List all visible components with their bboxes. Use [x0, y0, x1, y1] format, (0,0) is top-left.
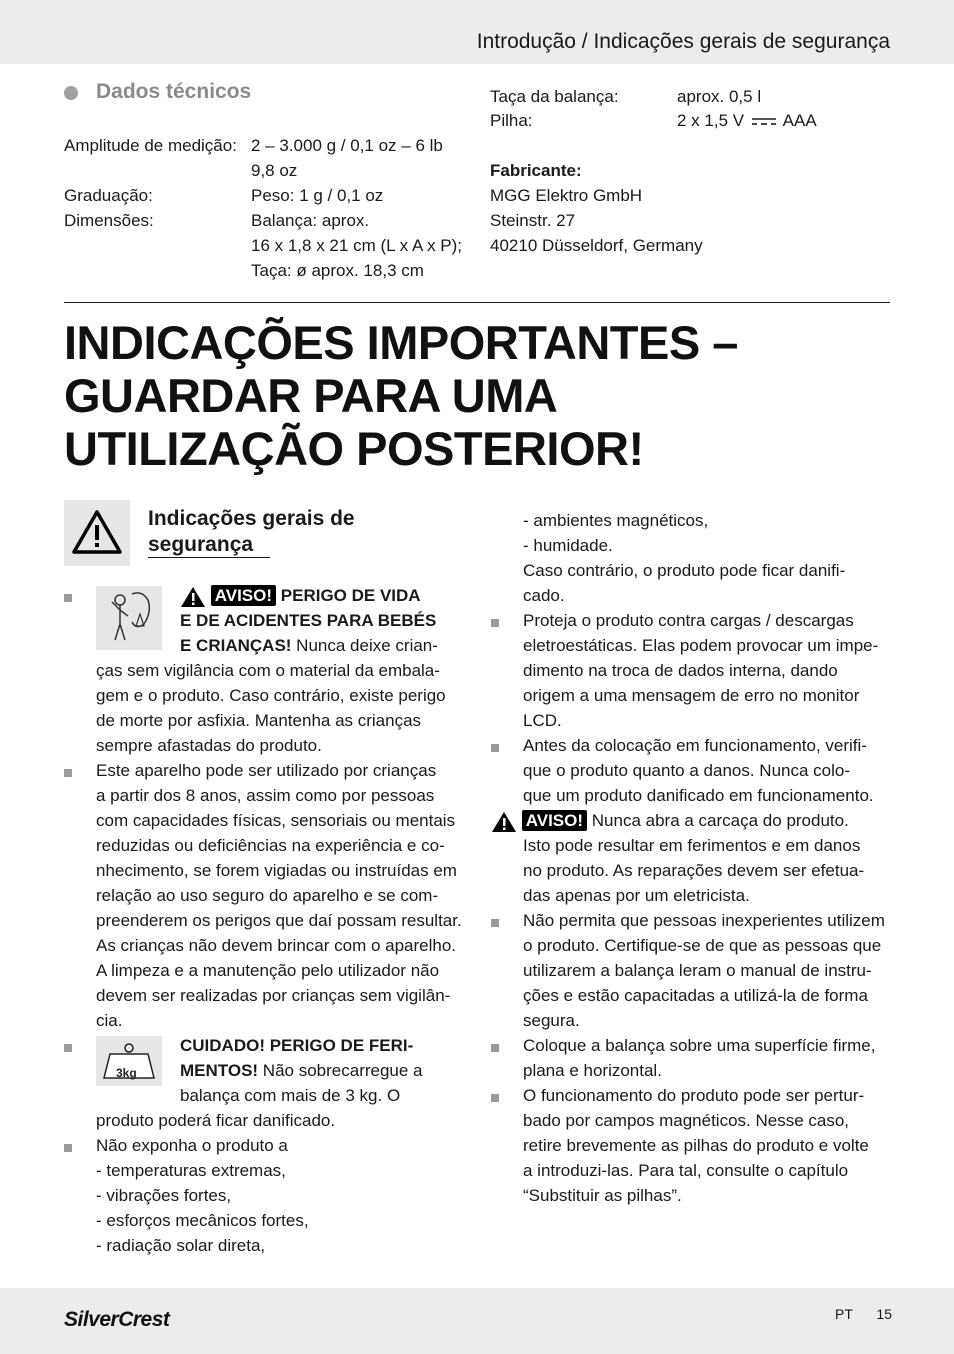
bullet-line: das apenas por um eletricista. [523, 886, 750, 905]
bullet-line: - temperaturas extremas, [96, 1161, 286, 1180]
bullet-icon [491, 1044, 499, 1052]
safety-heading-line: segurança [148, 533, 254, 556]
bullet-text [180, 583, 421, 608]
safety-heading [148, 506, 355, 558]
battery-type: AAA [782, 111, 817, 130]
danger-text: E DE ACIDENTES PARA BEBÉS [180, 611, 437, 630]
tech-label: Taça da balança: [490, 87, 619, 106]
tech-value: Balança: aprox. [251, 211, 370, 230]
bullet-line: reduzidas ou deficiências na experiência e co- [96, 836, 445, 855]
main-title-line: INDICAÇÕES IMPORTANTES – [64, 316, 738, 369]
bullet-line: a introduzi-las. Para tal, consulte o capítulo [523, 1161, 849, 1180]
bullet-line: - esforços mecânicos fortes, [96, 1211, 309, 1230]
bullet-line: devem ser realizadas por crianças sem vigilân- [96, 986, 451, 1005]
tech-value: 9,8 oz [251, 161, 298, 180]
weight-pictogram [96, 1036, 162, 1086]
bullet-text-part: Nunca abra a carcaça do produto. [587, 811, 849, 830]
tech-value: 2 – 3.000 g / 0,1 oz – 6 lb [251, 136, 443, 155]
bullet-line: produto poderá ficar danificado. [96, 1111, 336, 1130]
bullet-icon [64, 1144, 72, 1152]
main-title-line: UTILIZAÇÃO POSTERIOR! [64, 422, 644, 475]
danger-text: CUIDADO! PERIGO DE FERI- [180, 1036, 414, 1055]
bullet-line: Não exponha o produto a [96, 1136, 288, 1155]
bullet-line: que um produto danificado em funcionamento. [523, 786, 874, 805]
bullet-icon [491, 1094, 499, 1102]
bullet-line: bado por campos magnéticos. Nesse caso, [523, 1111, 850, 1130]
aviso-label: AVISO! [522, 810, 587, 831]
bullet-icon [64, 1044, 72, 1052]
bullet-line: gem e o produto. Caso contrário, existe perigo [96, 686, 446, 705]
bullet-line: Coloque a balança sobre uma superfície firme, [523, 1036, 876, 1055]
section-bullet-icon [64, 86, 78, 100]
bullet-text [491, 808, 849, 833]
divider [64, 302, 890, 303]
bullet-line: - ambientes magnéticos, [523, 511, 709, 530]
bullet-line: retire brevemente as pilhas do produto e volte [523, 1136, 869, 1155]
bullet-line: As crianças não devem brincar com o aparelho. [96, 936, 457, 955]
bullet-line: cia. [96, 1011, 123, 1030]
main-title-line: GUARDAR PARA UMA [64, 369, 558, 422]
bullet-line: segura. [523, 1011, 580, 1030]
bullet-line: relação ao uso seguro do aparelho e se com- [96, 886, 439, 905]
maker-line: 40210 Düsseldorf, Germany [490, 236, 703, 255]
tech-value: Taça: ø aprox. 18,3 cm [251, 261, 424, 280]
header-title: Introdução / Indicações gerais de segurança [476, 30, 890, 53]
bullet-line: origem a uma mensagem de erro no monitor [523, 686, 860, 705]
warning-triangle-icon [64, 500, 130, 566]
brand-logo: SilverCrest [64, 1308, 170, 1331]
danger-text: E CRIANÇAS! [180, 636, 292, 655]
safety-heading-line: Indicações gerais de [148, 507, 355, 530]
warning-small-icon [180, 586, 206, 608]
bullet-line: o produto. Certifique-se de que as pessoas que [523, 936, 882, 955]
page-info [835, 1306, 892, 1322]
bullet-line: - vibrações fortes, [96, 1186, 232, 1205]
tech-section-title: Dados técnicos [96, 80, 252, 103]
bullet-line: Proteja o produto contra cargas / descargas [523, 611, 854, 630]
bullet-line: ças sem vigilância com o material da embala- [96, 661, 440, 680]
bullet-line: O funcionamento do produto pode ser pertur- [523, 1086, 865, 1105]
tech-value: aprox. 0,5 l [677, 87, 762, 106]
child-safety-pictogram [96, 586, 162, 650]
bullet-icon [64, 769, 72, 777]
warning-box [64, 500, 130, 566]
dc-symbol-icon [751, 117, 777, 127]
bullet-text [180, 1058, 423, 1083]
bullet-icon [491, 744, 499, 752]
bullet-icon [491, 919, 499, 927]
bullet-line: preenderem os perigos que daí possam resultar. [96, 911, 462, 930]
tech-value: Peso: 1 g / 0,1 oz [251, 186, 384, 205]
maker-line: MGG Elektro GmbH [490, 186, 643, 205]
bullet-icon [64, 594, 72, 602]
tech-label: Dimensões: [64, 211, 154, 230]
warning-small-icon [491, 811, 517, 833]
bullet-text-part: Não sobrecarregue a [258, 1061, 423, 1080]
tech-label: Graduação: [64, 186, 153, 205]
aviso-label: AVISO! [211, 585, 276, 606]
bullet-line: Este aparelho pode ser utilizado por crianças [96, 761, 437, 780]
battery-voltage: 2 x 1,5 V [677, 111, 745, 130]
danger-text: MENTOS! [180, 1061, 259, 1080]
danger-text: PERIGO DE VIDA [280, 586, 421, 605]
bullet-line: plana e horizontal. [523, 1061, 662, 1080]
bullet-line: - radiação solar direta, [96, 1236, 266, 1255]
bullet-line: com capacidades físicas, sensoriais ou mentais [96, 811, 456, 830]
tech-value: 16 x 1,8 x 21 cm (L x A x P); [251, 236, 463, 255]
bullet-line: - humidade. [523, 536, 613, 555]
bullet-line: LCD. [523, 711, 562, 730]
maker-line: Steinstr. 27 [490, 211, 576, 230]
bullet-line: sempre afastadas do produto. [96, 736, 322, 755]
bullet-line: cado. [523, 586, 565, 605]
tech-label: Pilha: [490, 111, 533, 130]
bullet-line: a partir dos 8 anos, assim como por pessoas [96, 786, 435, 805]
tech-label: Amplitude de medição: [64, 136, 237, 155]
bullet-line: ções e estão capacitadas a utilizá-la de forma [523, 986, 868, 1005]
bullet-icon [491, 619, 499, 627]
bullet-line: Caso contrário, o produto pode ficar danifi- [523, 561, 846, 580]
bullet-line: que o produto quanto a danos. Nunca colo- [523, 761, 851, 780]
bullet-line: A limpeza e a manutenção pelo utilizador não [96, 961, 440, 980]
bullet-line: balança com mais de 3 kg. O [180, 1086, 401, 1105]
heading-underline [148, 557, 270, 558]
bullet-line: eletroestáticas. Elas podem provocar um impe- [523, 636, 879, 655]
page-number: 15 [876, 1306, 892, 1322]
bullet-line: “Substituir as pilhas”. [523, 1186, 682, 1205]
bullet-line: utilizarem a balança leram o manual de instru- [523, 961, 872, 980]
bullet-line: Antes da colocação em funcionamento, verifi- [523, 736, 867, 755]
weight-label: 3kg [116, 1066, 137, 1080]
bullet-line: dimento na troca de dados interna, dando [523, 661, 838, 680]
main-title [64, 316, 738, 475]
child-icon [96, 586, 162, 650]
bullet-line: nhecimento, se forem vigiadas ou instruídas em [96, 861, 457, 880]
bullet-line: Não permita que pessoas inexperientes utilizem [523, 911, 885, 930]
maker-title: Fabricante: [490, 161, 582, 180]
bullet-text-part: Nunca deixe crian- [291, 636, 438, 655]
bullet-line: Isto pode resultar em ferimentos e em danos [523, 836, 861, 855]
bullet-text [180, 633, 438, 658]
tech-value [677, 108, 817, 133]
language-code: PT [835, 1306, 853, 1322]
bullet-line: no produto. As reparações devem ser efetua- [523, 861, 865, 880]
bullet-line: de morte por asfixia. Mantenha as crianças [96, 711, 422, 730]
